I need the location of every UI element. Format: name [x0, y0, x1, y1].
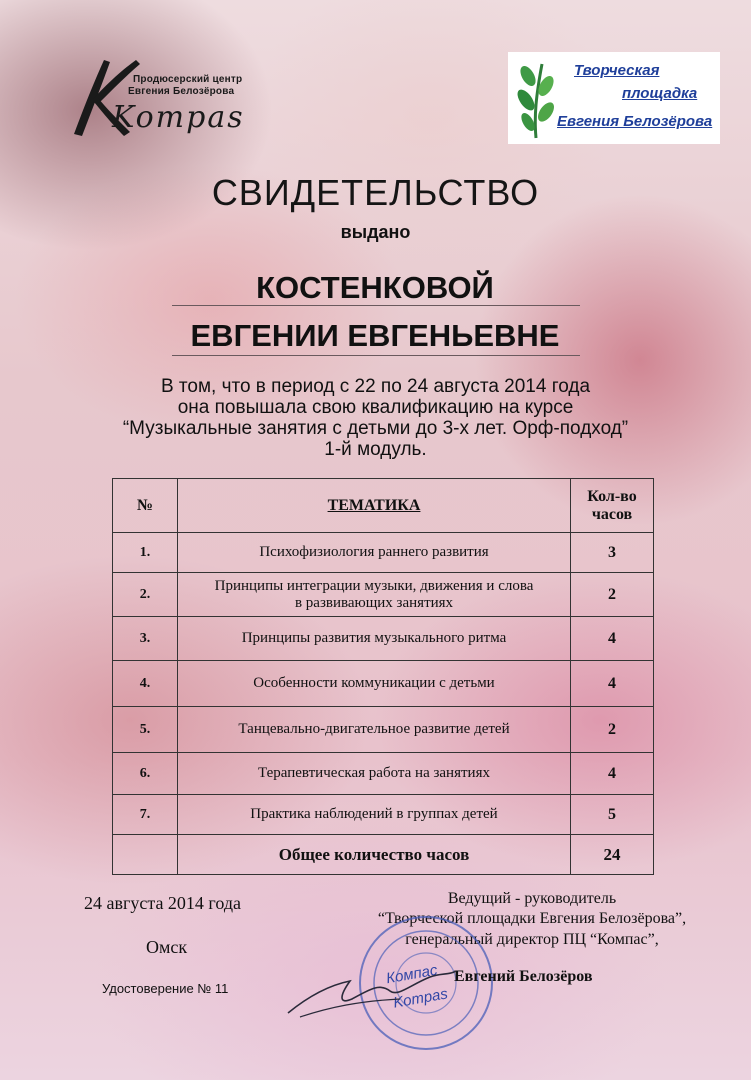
statement-line3: “Музыкальные занятия с детьми до 3-х лет. Орф-подход” [122, 418, 629, 439]
row-topic: Особенности коммуникации с детьми [178, 661, 571, 707]
row-hours: 2 [571, 573, 654, 617]
stamp-text-latin: Kompas [391, 985, 450, 1012]
kompas-subtitle-line2: Евгения Белозёрова [128, 86, 235, 97]
handwritten-signature [280, 955, 460, 1025]
statement-text [0, 376, 751, 460]
kompas-wordmark: Kompas [112, 100, 245, 135]
total-number-cell [113, 835, 178, 875]
issued-label: выдано [340, 222, 411, 242]
tvor-logo-line2: площадка [622, 85, 698, 102]
signatory-title-line2: “Творческой площадки Евгения Белозёрова”, [377, 910, 687, 927]
course-topics-table [112, 478, 654, 875]
table-row [113, 533, 654, 573]
tvor-logo-line1: Творческая [574, 62, 660, 79]
table-row [113, 707, 654, 753]
document-title: СВИДЕТЕЛЬСТВО [211, 172, 540, 213]
header-hours [571, 479, 654, 533]
name-underline-2 [172, 355, 580, 356]
row-number: 2. [113, 573, 178, 617]
row-hours: 4 [571, 753, 654, 795]
header-topic [178, 479, 571, 533]
row-hours: 4 [571, 661, 654, 707]
name-underline-1 [172, 305, 580, 306]
header-number: № [113, 479, 178, 533]
statement-line2: она повышала свою квалификацию на курсе [177, 397, 574, 418]
row-topic-line2: в развивающих занятиях [294, 594, 454, 611]
row-topic: Принципы развития музыкального ритма [178, 617, 571, 661]
certificate-number: Удостоверение № 11 [102, 981, 229, 996]
header-topic-label: ТЕМАТИКА [327, 496, 421, 514]
row-number: 1. [113, 533, 178, 573]
table-total-row [113, 835, 654, 875]
row-number: 7. [113, 795, 178, 835]
row-hours: 2 [571, 707, 654, 753]
statement-line4: 1-й модуль. [324, 439, 427, 460]
signer-name: Евгений Белозёров [454, 968, 593, 985]
leaf-sprig-icon [514, 56, 558, 140]
row-number: 3. [113, 617, 178, 661]
stamp-text-cyrillic: Компас [384, 961, 439, 988]
table-header-row [113, 479, 654, 533]
header-hours-line2: часов [591, 505, 633, 523]
row-number: 5. [113, 707, 178, 753]
table-row [113, 573, 654, 617]
tvor-logo-line3: Евгения Белозёрова [557, 113, 713, 130]
header-hours-line1: Кол-во [587, 487, 637, 505]
row-hours: 5 [571, 795, 654, 835]
recipient-given-names: ЕВГЕНИИ ЕВГЕНЬЕВНЕ [190, 318, 560, 353]
row-topic: Терапевтическая работа на занятиях [178, 753, 571, 795]
table-row [113, 661, 654, 707]
table-row [113, 795, 654, 835]
total-hours: 24 [571, 835, 654, 875]
statement-line1: В том, что в период с 22 по 24 августа 2014 года [160, 376, 591, 397]
row-number: 4. [113, 661, 178, 707]
issue-city: Омск [146, 937, 188, 957]
kompas-subtitle-line1: Продюсерский центр [133, 74, 243, 85]
row-topic-line1: Принципы интеграции музыки, движения и слова [214, 577, 534, 594]
row-topic: Психофизиология раннего развития [178, 533, 571, 573]
signatory-title-line1: Ведущий - руководитель [447, 890, 617, 907]
row-topic: Танцевально-двигательное развитие детей [178, 707, 571, 753]
row-hours: 3 [571, 533, 654, 573]
row-topic: Практика наблюдений в группах детей [178, 795, 571, 835]
row-hours: 4 [571, 617, 654, 661]
row-number: 6. [113, 753, 178, 795]
row-topic [178, 573, 571, 617]
issue-date: 24 августа 2014 года [84, 893, 241, 913]
signatory-title-line3: генеральный директор ПЦ “Компас”, [405, 931, 659, 948]
table-row [113, 753, 654, 795]
table-row [113, 617, 654, 661]
recipient-surname: КОСТЕНКОВОЙ [256, 270, 494, 305]
total-label: Общее количество часов [178, 835, 571, 875]
